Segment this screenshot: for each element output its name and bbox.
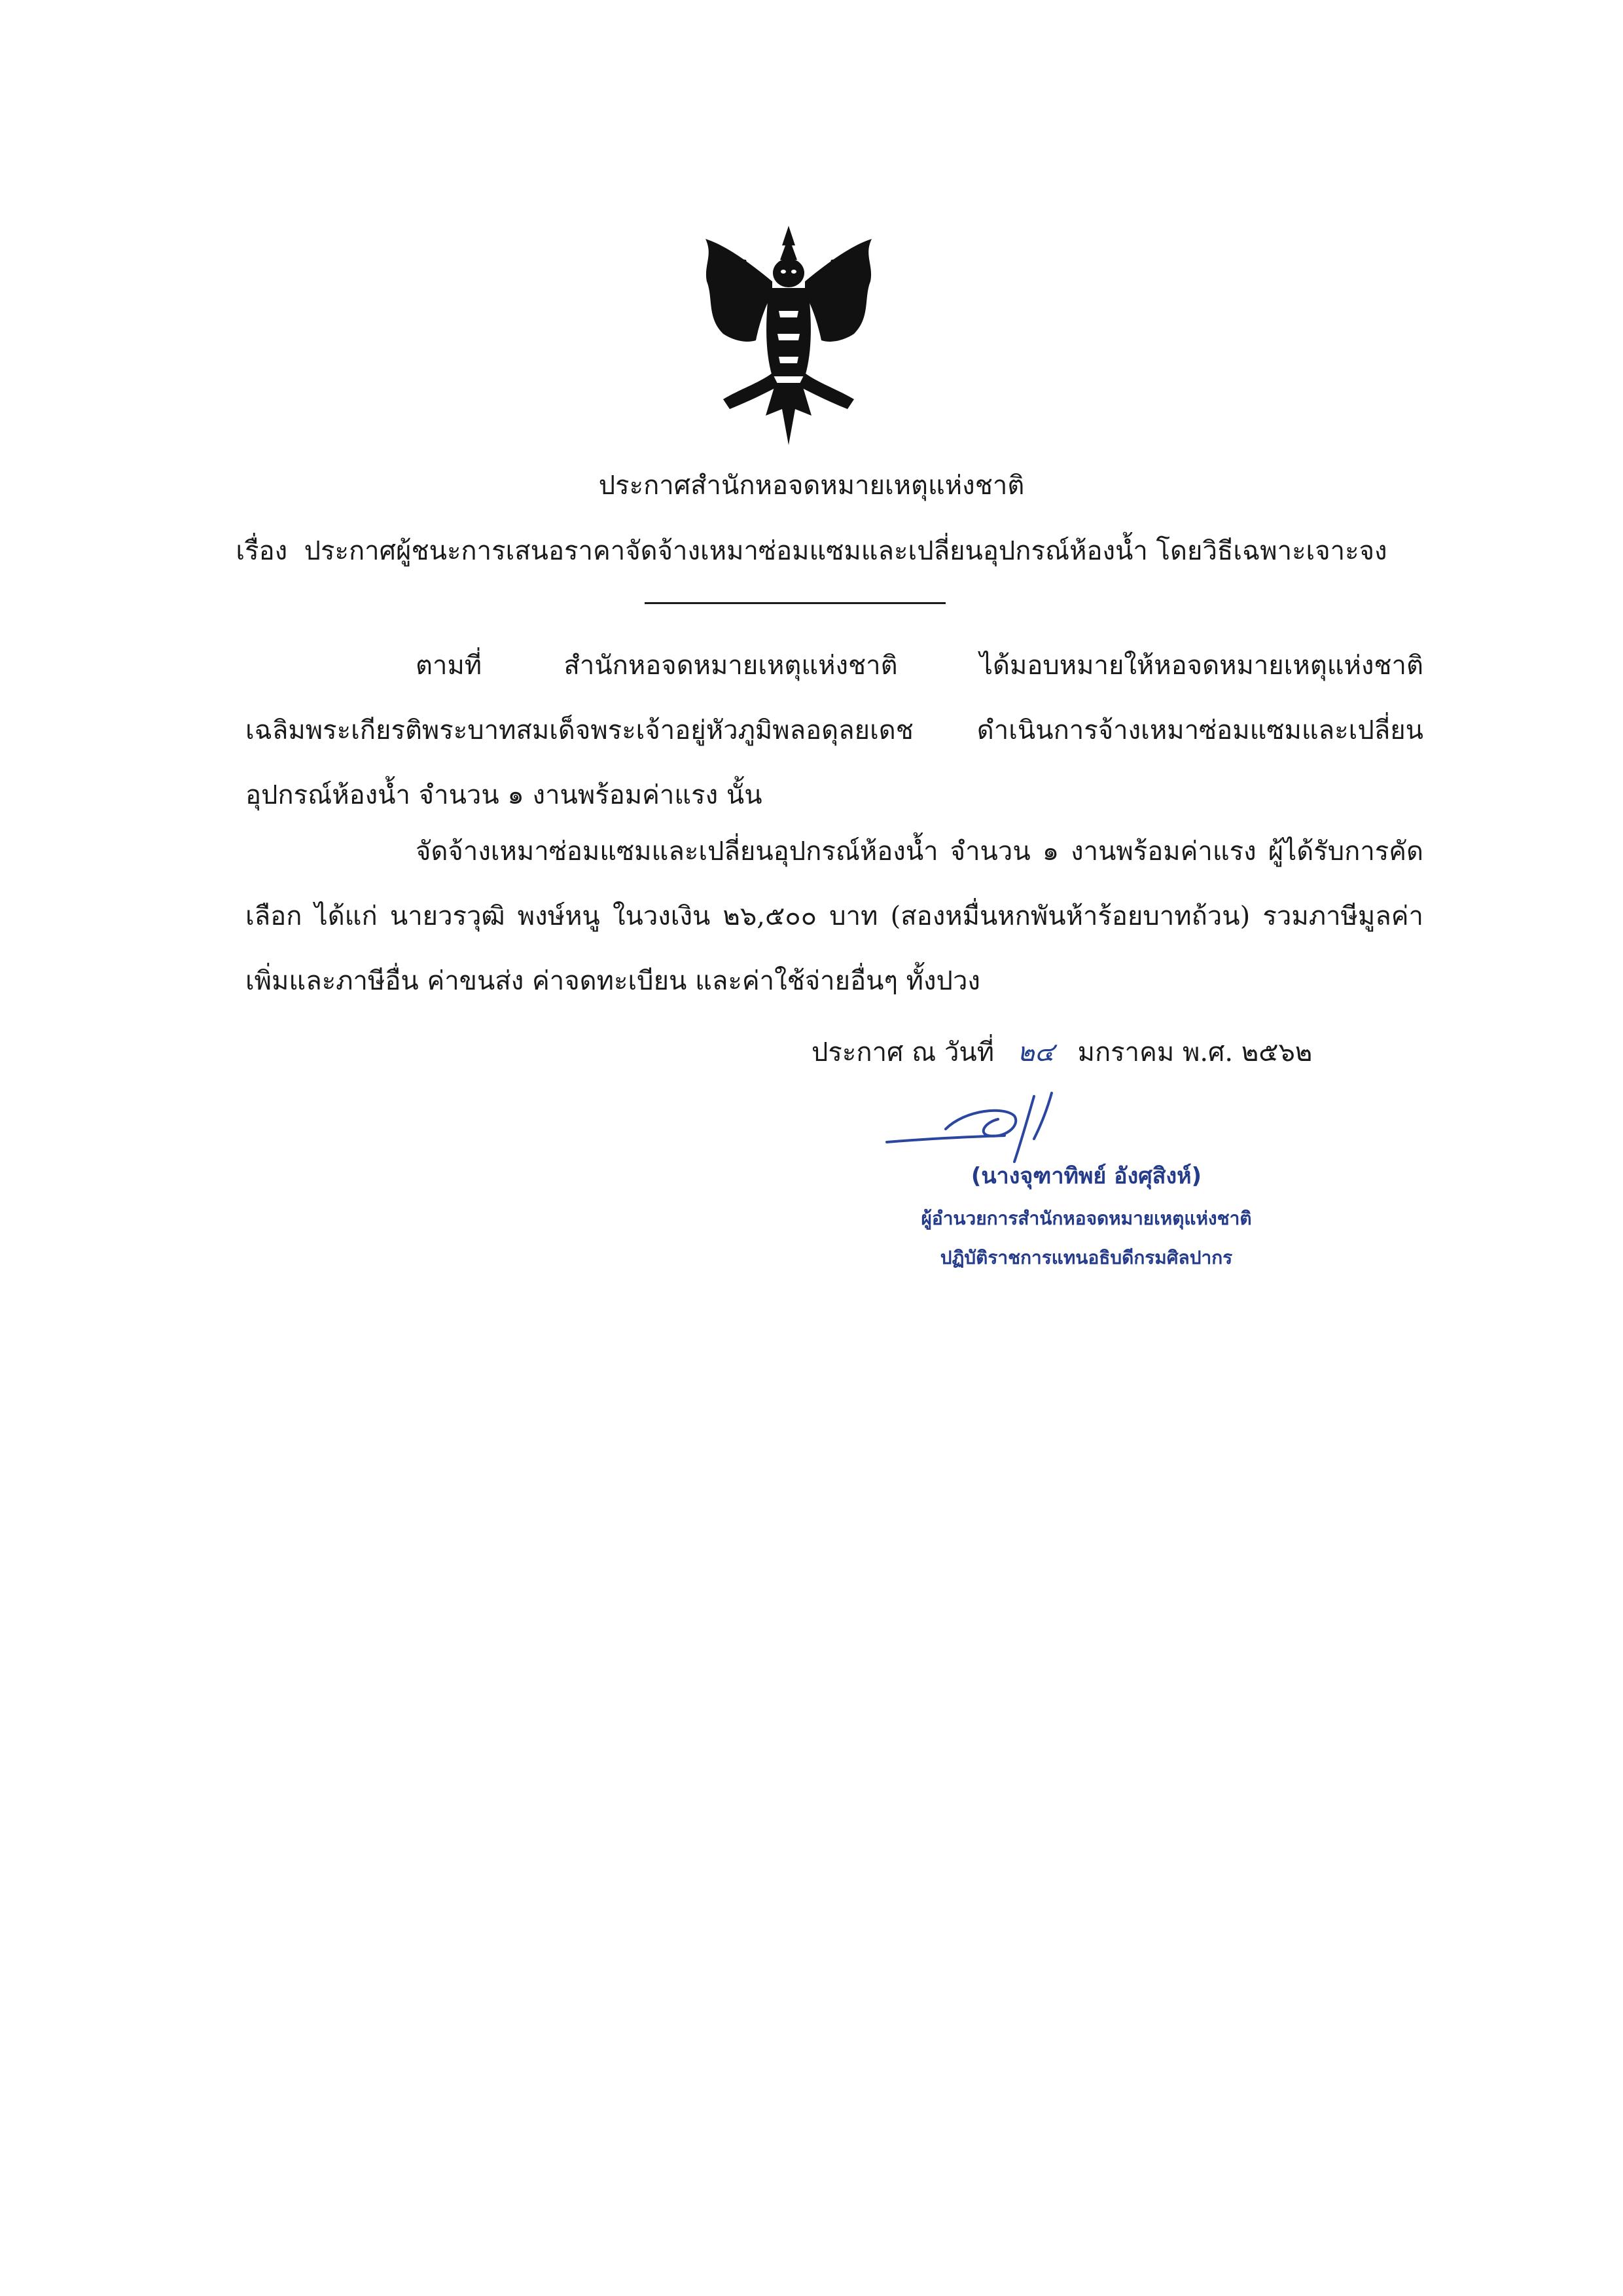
garuda-emblem-icon	[687, 219, 890, 455]
signatory-position-2: ปฏิบัติราชการแทนอธิบดีกรมศิลปากร	[940, 1247, 1233, 1268]
body-paragraph-1: ตามที่ สำนักหอจดหมายเหตุแห่งชาติ ได้มอบหมายให้หอจดหมายเหตุแห่งชาติเฉลิมพระเกียรติพระบาทสมเด็จพระเจ้าอยู่หัวภูมิพลอดุลยเดช ดำเนินการจ้างเหมาซ่อมแซมและเปลี่ยนอุปกรณ์ห้องน้ำ จำนวน ๑ งานพร้อมค่าแรง นั้น	[245, 651, 1423, 810]
date-day: ๒๔	[1017, 1037, 1055, 1067]
signatory-name: (นางจุฑาทิพย์ อังศุสิงห์)	[971, 1163, 1202, 1189]
announcement-date	[812, 1033, 1312, 1072]
date-month-year: มกราคม พ.ศ. ๒๕๖๒	[1077, 1037, 1313, 1067]
signatory-position-1: ผู้อำนวยการสำนักหอจดหมายเหตุแห่งชาติ	[921, 1208, 1252, 1229]
title-divider	[645, 602, 946, 604]
subject-text: ประกาศผู้ชนะการเสนอราคาจัดจ้างเหมาซ่อมแซมและเปลี่ยนอุปกรณ์ห้องน้ำ โดยวิธีเฉพาะเจาะจง	[304, 536, 1387, 566]
date-prefix: ประกาศ ณ วันที่	[812, 1037, 995, 1067]
subject-line	[0, 531, 1623, 571]
announcement-title: ประกาศสำนักหอจดหมายเหตุแห่งชาติ	[598, 471, 1025, 501]
subject-label: เรื่อง	[236, 536, 288, 566]
body-paragraph-2: จัดจ้างเหมาซ่อมแซมและเปลี่ยนอุปกรณ์ห้องน้ำ จำนวน ๑ งานพร้อมค่าแรง ผู้ได้รับการคัดเลือก ได้แก่ นายวรวุฒิ พงษ์หนู ในวงเงิน ๒๖,๕๐๐ บาท (สองหมื่นหกพันห้าร้อยบาทถ้วน) รวมภาษีมูลค่าเพิ่มและภาษีอื่น ค่าขนส่ง ค่าจดทะเบียน และค่าใช้จ่ายอื่นๆ ทั้งปวง	[245, 836, 1423, 996]
